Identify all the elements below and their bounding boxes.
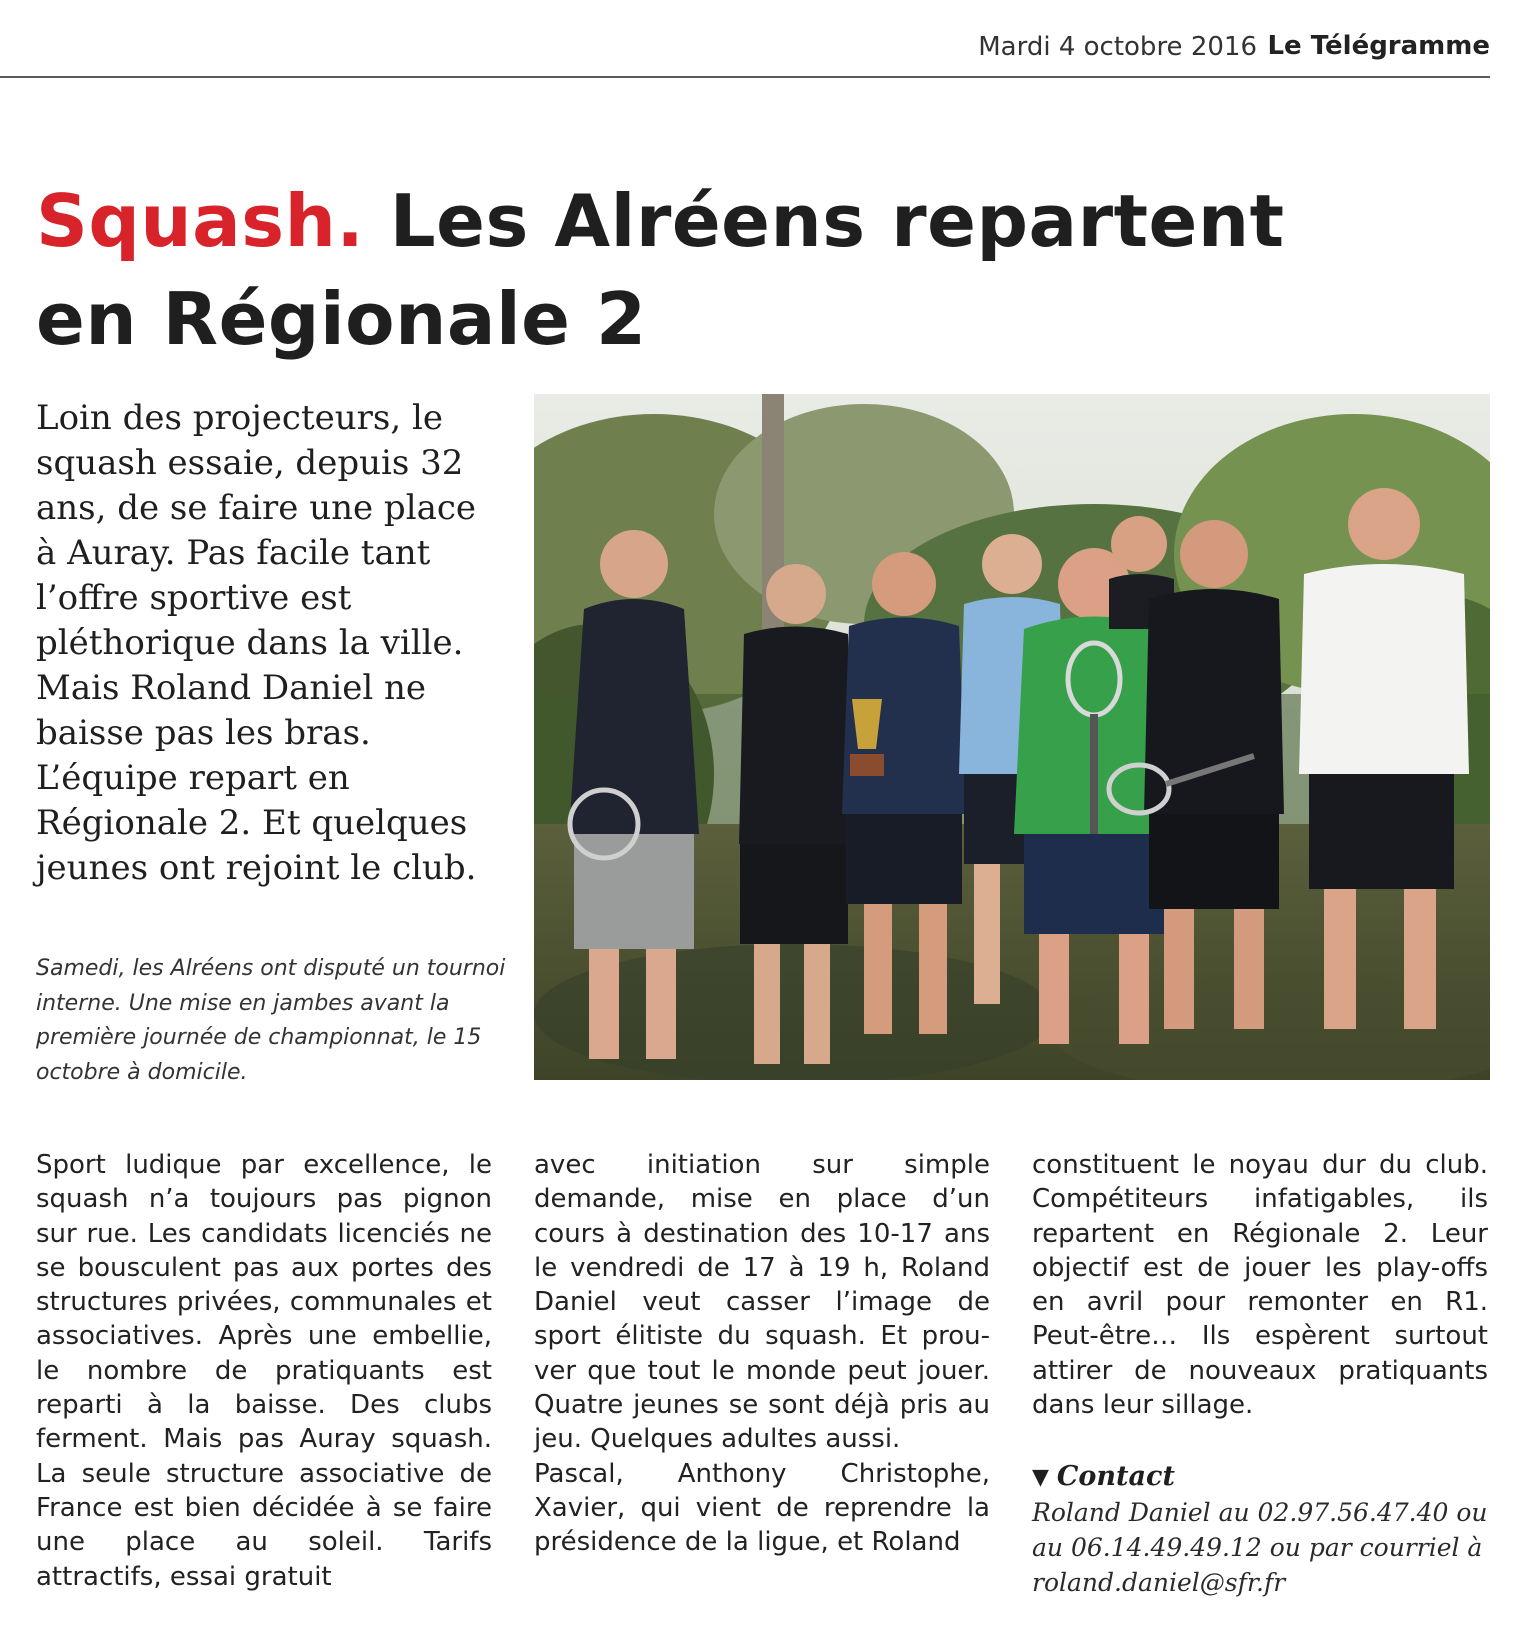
page-header [0, 22, 1490, 78]
article-column-2 [534, 1148, 990, 1560]
headline-kicker: Squash. [36, 179, 365, 263]
triangle-down-icon: ▼ [1032, 1464, 1049, 1490]
contact-heading-label: Contact [1056, 1461, 1175, 1492]
contact-box [1032, 1459, 1502, 1600]
lead-text: Loin des projecteurs, le squash essaie, depuis 32 ans, de se faire une place à Auray. Pas facile tant l’offre sportive est pléthorique dans la ville. Mais Roland Daniel ne baisse pas les bras. L’équipe repart en Régionale 2. Et quelques jeunes ont rejoint le club. [36, 398, 477, 888]
headline [36, 172, 1476, 368]
issue-date: Mardi 4 octobre 2016 [978, 32, 1257, 62]
headline-title-line2: en Régionale 2 [36, 277, 647, 361]
newspaper-name: Le Télégramme [1267, 31, 1490, 61]
photo-caption: Samedi, les Alréens ont disputé un tournoi interne. Une mise en jambes avant la première journée de championnat, le 15 octobre à domicile. [36, 956, 506, 1085]
article-column-1 [36, 1148, 492, 1594]
team-photo [534, 394, 1490, 1080]
contact-details: Roland Daniel au 02.97.56.47.40 ou au 06.14.49.49.12 ou par courriel à roland.daniel@sfr.fr [1032, 1498, 1488, 1597]
column-3-text: constituent le noyau dur du club. Compétiteurs infatigables, ils repartent en Régionale 2. Leur objectif est de jouer les play-offs en avril pour remonter en R1. Peut-être… Ils espèrent surtout attirer de nouveaux pratiquants dans leur sillage. [1032, 1150, 1488, 1421]
column-2-paragraph-2: Pascal, Anthony Christophe, Xavier, qui vient de reprendre la présidence de la ligue, et Roland [534, 1458, 990, 1558]
column-2-paragraph-1: avec initiation sur simple demande, mise en place d’un cours à destination des 10-17 ans le vendredi de 17 à 19 h, Roland Daniel veut casser l’image de sport élitiste du squash. Et prouver que tout le monde peut jouer. Quatre jeunes se sont déjà pris au jeu. Quelques adultes aussi. [534, 1150, 990, 1455]
headline-title-line1: Les Alréens repartent [389, 179, 1285, 263]
column-1-text: Sport ludique par excellence, le squash n’a toujours pas pignon sur rue. Les candidats licenciés ne se bousculent pas aux portes des structures privées, communales et associatives. Après une embellie, le nombre de pratiquants est reparti à la baisse. Des clubs ferment. Mais pas Auray squash. La seule structure associative de France est bien décidée à se faire une place au soleil. Tarifs attractifs, essai gratuit [36, 1150, 492, 1592]
team-photo-illustration [534, 394, 1490, 1080]
contact-heading [1032, 1459, 1502, 1495]
article-lead [36, 396, 506, 891]
article-column-3 [1032, 1148, 1488, 1422]
